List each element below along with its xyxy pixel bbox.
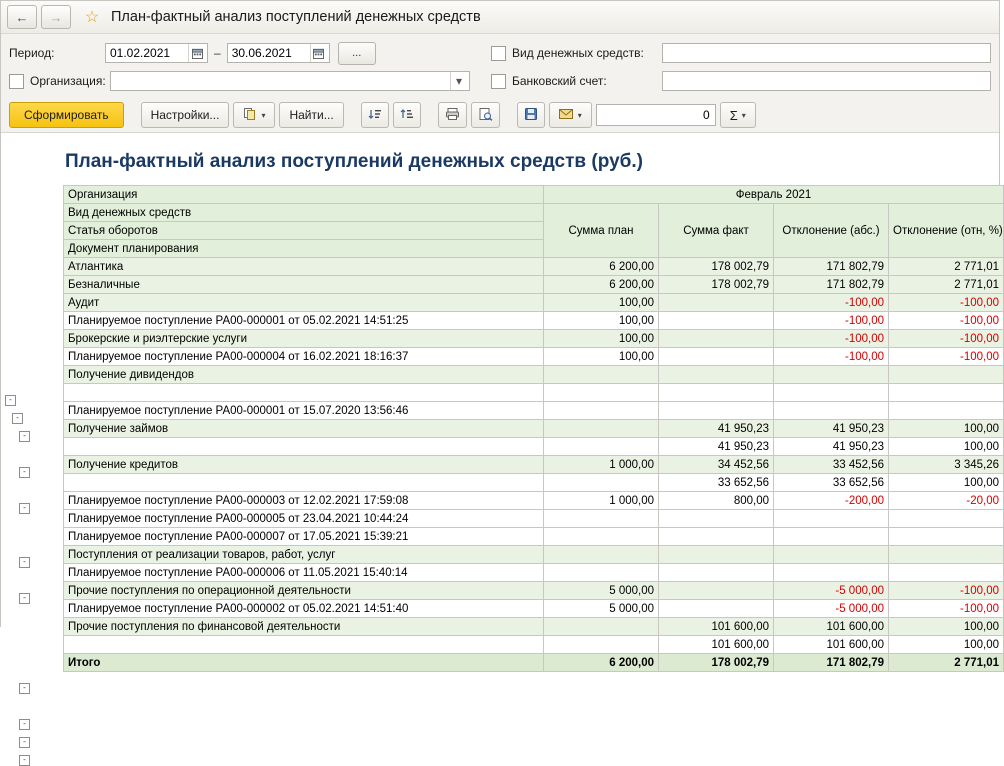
cell-fact xyxy=(659,312,774,330)
cell-plan xyxy=(544,636,659,654)
row-label: Планируемое поступление РА00-000002 от 05.02.2021 14:51:40 xyxy=(64,600,544,618)
table-row[interactable] xyxy=(64,546,1004,564)
cell-fact xyxy=(659,564,774,582)
row-label: Планируемое поступление РА00-000001 от 05.02.2021 14:51:25 xyxy=(64,312,544,330)
table-row[interactable] xyxy=(64,438,1004,456)
cash-type-input[interactable] xyxy=(662,43,991,63)
cell-deviation-rel: 2 771,01 xyxy=(889,654,1004,672)
cell-deviation-abs: 171 802,79 xyxy=(774,276,889,294)
cell-plan: 6 200,00 xyxy=(544,258,659,276)
row-label: Безналичные xyxy=(64,276,544,294)
cell-fact xyxy=(659,546,774,564)
cell-deviation-abs xyxy=(774,528,889,546)
cell-plan: 100,00 xyxy=(544,312,659,330)
generate-label: Сформировать xyxy=(24,108,109,122)
row-expander-icon[interactable]: - xyxy=(19,557,30,568)
row-label: Планируемое поступление РА00-000001 от 15.07.2020 13:56:46 xyxy=(64,402,544,420)
column-header-deviation-rel: Отклонение (отн, %) xyxy=(889,204,1004,258)
sort-ascending-button[interactable] xyxy=(361,102,389,128)
copy-button[interactable] xyxy=(233,102,275,128)
cell-deviation-rel: -100,00 xyxy=(889,294,1004,312)
cell-plan xyxy=(544,366,659,384)
chevron-down-icon: ▾ xyxy=(741,110,746,120)
cell-deviation-rel: -100,00 xyxy=(889,348,1004,366)
table-row[interactable] xyxy=(64,420,1004,438)
row-label: Брокерские и риэлтерские услуги xyxy=(64,330,544,348)
cell-fact: 178 002,79 xyxy=(659,258,774,276)
cell-plan xyxy=(544,420,659,438)
cell-deviation-abs: -100,00 xyxy=(774,294,889,312)
row-expander-icon[interactable]: - xyxy=(19,683,30,694)
table-header-row xyxy=(64,186,1004,204)
cell-deviation-rel: -100,00 xyxy=(889,312,1004,330)
cell-deviation-abs: -200,00 xyxy=(774,492,889,510)
print-preview-button[interactable] xyxy=(471,102,500,128)
cell-deviation-abs: 171 802,79 xyxy=(774,654,889,672)
find-label: Найти... xyxy=(289,108,334,122)
find-button[interactable] xyxy=(279,102,343,128)
send-mail-button[interactable] xyxy=(549,102,592,128)
chevron-down-icon: ▾ xyxy=(261,110,266,120)
cell-deviation-rel: -100,00 xyxy=(889,330,1004,348)
table-row[interactable] xyxy=(64,600,1004,618)
row-label: Получение дивидендов xyxy=(64,366,544,384)
date-from-value: 01.02.2021 xyxy=(110,46,171,60)
sort-descending-button[interactable] xyxy=(393,102,421,128)
organization-label: Организация: xyxy=(30,74,106,88)
row-expander-icon[interactable]: - xyxy=(19,755,30,766)
table-header-row xyxy=(64,204,1004,222)
back-icon: ← xyxy=(15,9,29,25)
sum-button[interactable] xyxy=(720,102,756,128)
cell-plan: 100,00 xyxy=(544,294,659,312)
row-expander-icon[interactable]: - xyxy=(12,413,23,424)
page-title: План-фактный анализ поступлений денежных средств xyxy=(111,9,481,25)
filter-panel xyxy=(1,34,999,98)
row-label: Планируемое поступление РА00-000003 от 12.02.2021 17:59:08 xyxy=(64,492,544,510)
bank-account-input[interactable] xyxy=(662,71,991,91)
table-row[interactable] xyxy=(64,564,1004,582)
table-row[interactable] xyxy=(64,384,1004,402)
row-expander-icon[interactable]: - xyxy=(19,737,30,748)
table-row[interactable] xyxy=(64,582,1004,600)
title-bar xyxy=(1,1,999,34)
calendar-icon[interactable] xyxy=(188,44,205,62)
row-label: Итого xyxy=(64,654,544,672)
cell-deviation-abs: -100,00 xyxy=(774,330,889,348)
report-gutter xyxy=(1,133,26,764)
sort-desc-icon xyxy=(400,107,414,124)
row-label: Планируемое поступление РА00-000007 от 17.05.2021 15:39:21 xyxy=(64,528,544,546)
cell-fact: 33 652,56 xyxy=(659,474,774,492)
cell-deviation-rel: 3 345,26 xyxy=(889,456,1004,474)
cell-deviation-abs: -5 000,00 xyxy=(774,600,889,618)
cell-deviation-abs: 101 600,00 xyxy=(774,636,889,654)
cell-fact xyxy=(659,600,774,618)
cell-fact: 34 452,56 xyxy=(659,456,774,474)
cell-plan xyxy=(544,546,659,564)
cell-plan xyxy=(544,474,659,492)
cell-deviation-abs xyxy=(774,402,889,420)
cell-fact xyxy=(659,366,774,384)
cell-deviation-rel xyxy=(889,510,1004,528)
row-label: Аудит xyxy=(64,294,544,312)
print-icon xyxy=(445,107,460,124)
value-field-value: 0 xyxy=(703,108,710,122)
table-row[interactable] xyxy=(64,474,1004,492)
table-row[interactable] xyxy=(64,330,1004,348)
row-label: Получение займов xyxy=(64,420,544,438)
header-dimension: Документ планирования xyxy=(64,240,544,258)
cell-fact: 800,00 xyxy=(659,492,774,510)
cell-deviation-abs: 33 452,56 xyxy=(774,456,889,474)
table-row[interactable] xyxy=(64,294,1004,312)
cell-deviation-rel xyxy=(889,546,1004,564)
row-label: Прочие поступления по финансовой деятельности xyxy=(64,618,544,636)
period-label: Период: xyxy=(9,46,55,60)
cell-fact xyxy=(659,582,774,600)
report-table-body xyxy=(64,186,1004,672)
cell-deviation-rel xyxy=(889,366,1004,384)
cell-deviation-rel: 100,00 xyxy=(889,438,1004,456)
cell-deviation-abs: 171 802,79 xyxy=(774,258,889,276)
table-row[interactable] xyxy=(64,402,1004,420)
cell-plan: 100,00 xyxy=(544,330,659,348)
cell-deviation-rel xyxy=(889,402,1004,420)
cell-deviation-rel: -20,00 xyxy=(889,492,1004,510)
filter-cash-type-group xyxy=(491,43,991,63)
column-header-plan: Сумма план xyxy=(544,204,659,258)
row-label: Планируемое поступление РА00-000006 от 11.05.2021 15:40:14 xyxy=(64,564,544,582)
cell-plan: 1 000,00 xyxy=(544,456,659,474)
table-row[interactable] xyxy=(64,456,1004,474)
cell-plan: 1 000,00 xyxy=(544,492,659,510)
cell-deviation-rel xyxy=(889,564,1004,582)
cell-fact: 41 950,23 xyxy=(659,420,774,438)
cell-deviation-rel: 100,00 xyxy=(889,618,1004,636)
cell-deviation-rel: 100,00 xyxy=(889,420,1004,438)
table-row[interactable] xyxy=(64,510,1004,528)
cell-fact xyxy=(659,348,774,366)
table-row[interactable] xyxy=(64,528,1004,546)
row-expander-icon[interactable]: - xyxy=(19,593,30,604)
chevron-down-icon[interactable]: ▾ xyxy=(450,72,467,90)
row-expander-icon[interactable]: - xyxy=(19,719,30,730)
organization-checkbox[interactable] xyxy=(9,74,24,89)
row-label xyxy=(64,438,544,456)
header-dimension: Статья оборотов xyxy=(64,222,544,240)
filter-bank-account-group xyxy=(491,71,991,91)
row-label xyxy=(64,474,544,492)
bank-account-label: Банковский счет: xyxy=(512,74,607,88)
cell-deviation-rel: 2 771,01 xyxy=(889,276,1004,294)
filter-row-period xyxy=(9,40,991,66)
generate-button[interactable] xyxy=(9,102,124,128)
cell-deviation-abs: 41 950,23 xyxy=(774,420,889,438)
table-row[interactable] xyxy=(64,636,1004,654)
row-label: Поступления от реализации товаров, работ, услуг xyxy=(64,546,544,564)
cell-deviation-abs: 101 600,00 xyxy=(774,618,889,636)
cell-plan xyxy=(544,618,659,636)
date-to-value: 30.06.2021 xyxy=(231,46,292,60)
table-row[interactable] xyxy=(64,492,1004,510)
cell-plan: 5 000,00 xyxy=(544,600,659,618)
cell-plan: 100,00 xyxy=(544,348,659,366)
row-label xyxy=(64,384,544,402)
chevron-down-icon: ▾ xyxy=(577,110,582,120)
cell-fact: 101 600,00 xyxy=(659,618,774,636)
cell-plan: 6 200,00 xyxy=(544,276,659,294)
cell-deviation-rel: -100,00 xyxy=(889,600,1004,618)
cell-deviation-abs: 33 652,56 xyxy=(774,474,889,492)
date-from-input[interactable] xyxy=(105,43,208,63)
table-row[interactable] xyxy=(64,258,1004,276)
cell-deviation-rel xyxy=(889,528,1004,546)
table-row[interactable] xyxy=(64,618,1004,636)
bank-account-checkbox[interactable] xyxy=(491,74,506,89)
row-expander-icon[interactable]: - xyxy=(5,395,16,406)
report-table xyxy=(63,185,1004,672)
save-button[interactable] xyxy=(517,102,545,128)
cell-plan xyxy=(544,510,659,528)
row-expander-icon[interactable]: - xyxy=(19,503,30,514)
filter-row-organization xyxy=(9,68,991,94)
cell-plan xyxy=(544,384,659,402)
cell-fact xyxy=(659,528,774,546)
star-icon: ☆ xyxy=(84,9,100,26)
value-field[interactable] xyxy=(596,104,716,126)
row-label: Атлантика xyxy=(64,258,544,276)
column-header-fact: Сумма факт xyxy=(659,204,774,258)
column-header-deviation-abs: Отклонение (абс.) xyxy=(774,204,889,258)
report-title: План-фактный анализ поступлений денежных средств (руб.) xyxy=(65,151,643,172)
cell-deviation-abs: -5 000,00 xyxy=(774,582,889,600)
cell-fact xyxy=(659,402,774,420)
report-toolbar xyxy=(1,98,999,132)
cell-plan: 6 200,00 xyxy=(544,654,659,672)
date-to-input[interactable] xyxy=(227,43,330,63)
row-expander-icon[interactable]: - xyxy=(19,467,30,478)
cash-type-label: Вид денежных средств: xyxy=(512,46,644,60)
mail-icon xyxy=(559,108,574,123)
cell-fact xyxy=(659,510,774,528)
print-preview-icon xyxy=(478,107,493,124)
forward-icon: → xyxy=(49,9,63,25)
cell-deviation-rel: 100,00 xyxy=(889,636,1004,654)
period-dash: – xyxy=(214,46,221,60)
header-dimension: Организация xyxy=(64,186,544,204)
table-row[interactable] xyxy=(64,312,1004,330)
cell-plan xyxy=(544,528,659,546)
cell-deviation-rel xyxy=(889,384,1004,402)
cell-plan xyxy=(544,438,659,456)
settings-button[interactable] xyxy=(141,102,230,128)
cell-deviation-abs xyxy=(774,384,889,402)
cell-deviation-abs: -100,00 xyxy=(774,348,889,366)
row-label: Прочие поступления по операционной деятельности xyxy=(64,582,544,600)
save-icon xyxy=(524,107,538,124)
period-header: Февраль 2021 xyxy=(544,186,1004,204)
favorite-button[interactable] xyxy=(81,6,103,28)
cell-fact: 178 002,79 xyxy=(659,276,774,294)
period-more-button[interactable] xyxy=(338,42,376,65)
row-label: Планируемое поступление РА00-000004 от 16.02.2021 18:16:37 xyxy=(64,348,544,366)
cell-deviation-abs: -100,00 xyxy=(774,312,889,330)
report-area xyxy=(1,132,1003,764)
print-button[interactable] xyxy=(438,102,467,128)
row-label: Получение кредитов xyxy=(64,456,544,474)
cell-deviation-abs xyxy=(774,546,889,564)
cell-deviation-rel: 100,00 xyxy=(889,474,1004,492)
back-button[interactable] xyxy=(7,5,37,29)
cell-plan xyxy=(544,402,659,420)
settings-label: Настройки... xyxy=(150,108,220,122)
cell-fact xyxy=(659,384,774,402)
cell-plan: 5 000,00 xyxy=(544,582,659,600)
table-row[interactable] xyxy=(64,276,1004,294)
row-expander-icon[interactable]: - xyxy=(19,431,30,442)
row-label: Планируемое поступление РА00-000005 от 23.04.2021 10:44:24 xyxy=(64,510,544,528)
cell-deviation-abs xyxy=(774,510,889,528)
cell-plan xyxy=(544,564,659,582)
cell-fact xyxy=(659,294,774,312)
cell-deviation-abs xyxy=(774,564,889,582)
header-dimension: Вид денежных средств xyxy=(64,204,544,222)
cell-deviation-rel: 2 771,01 xyxy=(889,258,1004,276)
sigma-icon: Σ xyxy=(729,107,738,123)
table-row[interactable] xyxy=(64,348,1004,366)
row-label xyxy=(64,636,544,654)
cash-type-checkbox[interactable] xyxy=(491,46,506,61)
cell-fact: 101 600,00 xyxy=(659,636,774,654)
cell-deviation-abs: 41 950,23 xyxy=(774,438,889,456)
cell-fact: 41 950,23 xyxy=(659,438,774,456)
table-row[interactable] xyxy=(64,366,1004,384)
forward-button[interactable] xyxy=(41,5,71,29)
calendar-icon[interactable] xyxy=(310,44,327,62)
table-total-row[interactable] xyxy=(64,654,1004,672)
cell-fact xyxy=(659,330,774,348)
copy-icon xyxy=(243,107,257,124)
cell-deviation-rel: -100,00 xyxy=(889,582,1004,600)
cell-deviation-abs xyxy=(774,366,889,384)
period-more-label: ... xyxy=(352,47,362,59)
cell-fact: 178 002,79 xyxy=(659,654,774,672)
organization-input[interactable] xyxy=(110,71,470,91)
sort-asc-icon xyxy=(368,107,382,124)
